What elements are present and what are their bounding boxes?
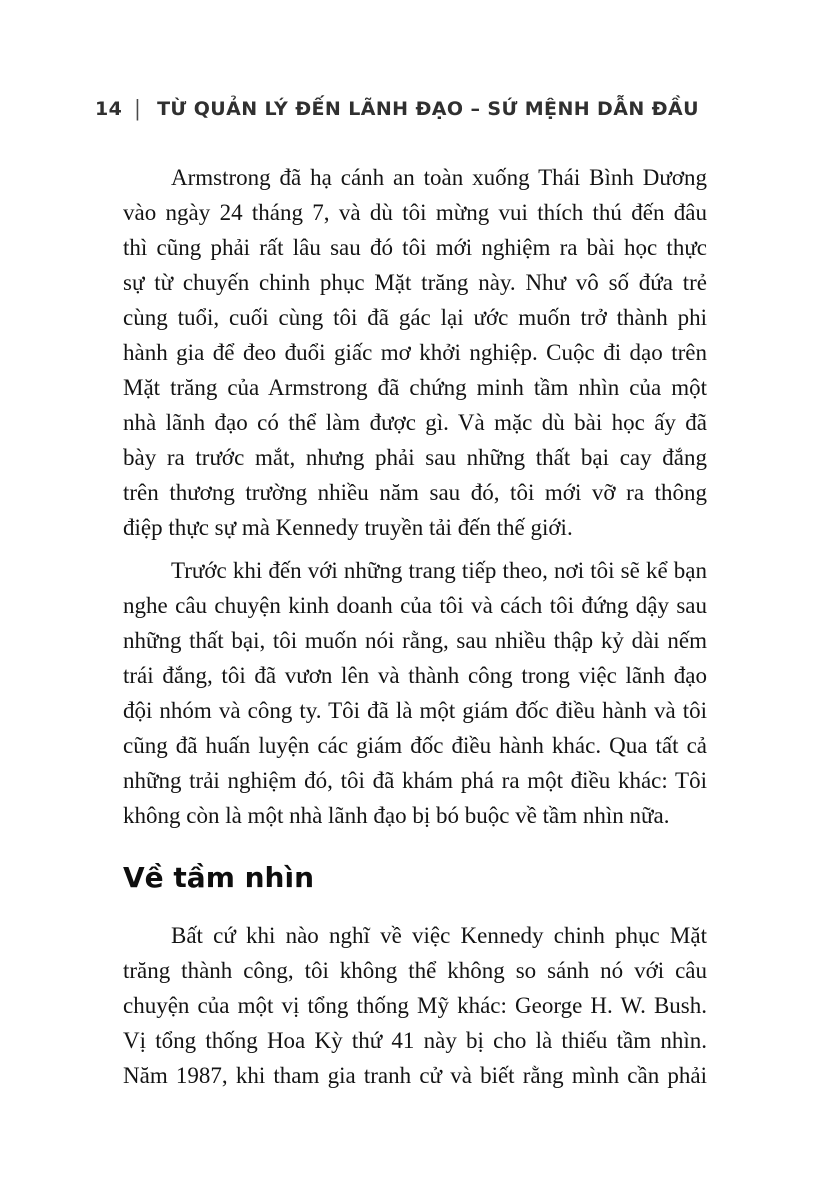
body-line: cũng đã huấn luyện các giám đốc điều hành khác. Qua tất cả xyxy=(123,733,707,758)
text-column xyxy=(123,160,707,1101)
section-heading: Về tầm nhìn xyxy=(123,861,315,894)
body-line: Trước khi đến với những trang tiếp theo, nơi tôi sẽ kể bạn xyxy=(171,558,707,583)
body-line: điệp thực sự mà Kennedy truyền tải đến thế giới. xyxy=(123,515,573,540)
page-number: 14 xyxy=(95,98,123,120)
body-line: hành gia để đeo đuổi giấc mơ khởi nghiệp. Cuộc đi dạo trên xyxy=(123,340,707,365)
running-title: TỪ QUẢN LÝ ĐẾN LÃNH ĐẠO – SỨ MỆNH DẪN ĐẦU xyxy=(157,98,699,120)
paragraph-3 xyxy=(123,918,707,1093)
body-line: Vị tổng thống Hoa Kỳ thứ 41 này bị cho là thiếu tầm nhìn. xyxy=(123,1028,707,1053)
running-header xyxy=(95,98,699,120)
body-line: cùng tuổi, cuối cùng tôi đã gác lại ước muốn trở thành phi xyxy=(123,305,707,330)
body-line: không còn là một nhà lãnh đạo bị bó buộc về tầm nhìn nữa. xyxy=(123,803,670,828)
body-line: những thất bại, tôi muốn nói rằng, sau nhiều thập kỷ dài nếm xyxy=(123,628,707,653)
body-line: nghe câu chuyện kinh doanh của tôi và cách tôi đứng dậy sau xyxy=(123,593,707,618)
body-line: Armstrong đã hạ cánh an toàn xuống Thái Bình Dương xyxy=(171,165,707,190)
body-line: Năm 1987, khi tham gia tranh cử và biết rằng mình cần phải xyxy=(123,1063,707,1088)
body-line: đội nhóm và công ty. Tôi đã là một giám đốc điều hành và tôi xyxy=(123,698,707,723)
body-line: những trải nghiệm đó, tôi đã khám phá ra một điều khác: Tôi xyxy=(123,768,707,793)
body-line: bày ra trước mắt, nhưng phải sau những thất bại cay đắng xyxy=(123,445,707,470)
paragraph-2 xyxy=(123,553,707,833)
body-line: trăng thành công, tôi không thể không so sánh nó với câu xyxy=(123,958,707,983)
body-line: chuyện của một vị tổng thống Mỹ khác: George H. W. Bush. xyxy=(123,993,707,1018)
body-line: trái đắng, tôi đã vươn lên và thành công trong việc lãnh đạo xyxy=(123,663,707,688)
header-separator: | xyxy=(134,96,142,122)
paragraph-1 xyxy=(123,160,707,545)
body-line: vào ngày 24 tháng 7, và dù tôi mừng vui thích thú đến đâu xyxy=(123,200,707,225)
body-line: nhà lãnh đạo có thể làm được gì. Và mặc dù bài học ấy đã xyxy=(123,410,707,435)
body-line: trên thương trường nhiều năm sau đó, tôi mới vỡ ra thông xyxy=(123,480,707,505)
body-line: sự từ chuyến chinh phục Mặt trăng này. Như vô số đứa trẻ xyxy=(123,270,707,295)
body-line: thì cũng phải rất lâu sau đó tôi mới nghiệm ra bài học thực xyxy=(123,235,707,260)
body-line: Bất cứ khi nào nghĩ về việc Kennedy chinh phục Mặt xyxy=(171,923,707,948)
body-line: Mặt trăng của Armstrong đã chứng minh tầm nhìn của một xyxy=(123,375,707,400)
